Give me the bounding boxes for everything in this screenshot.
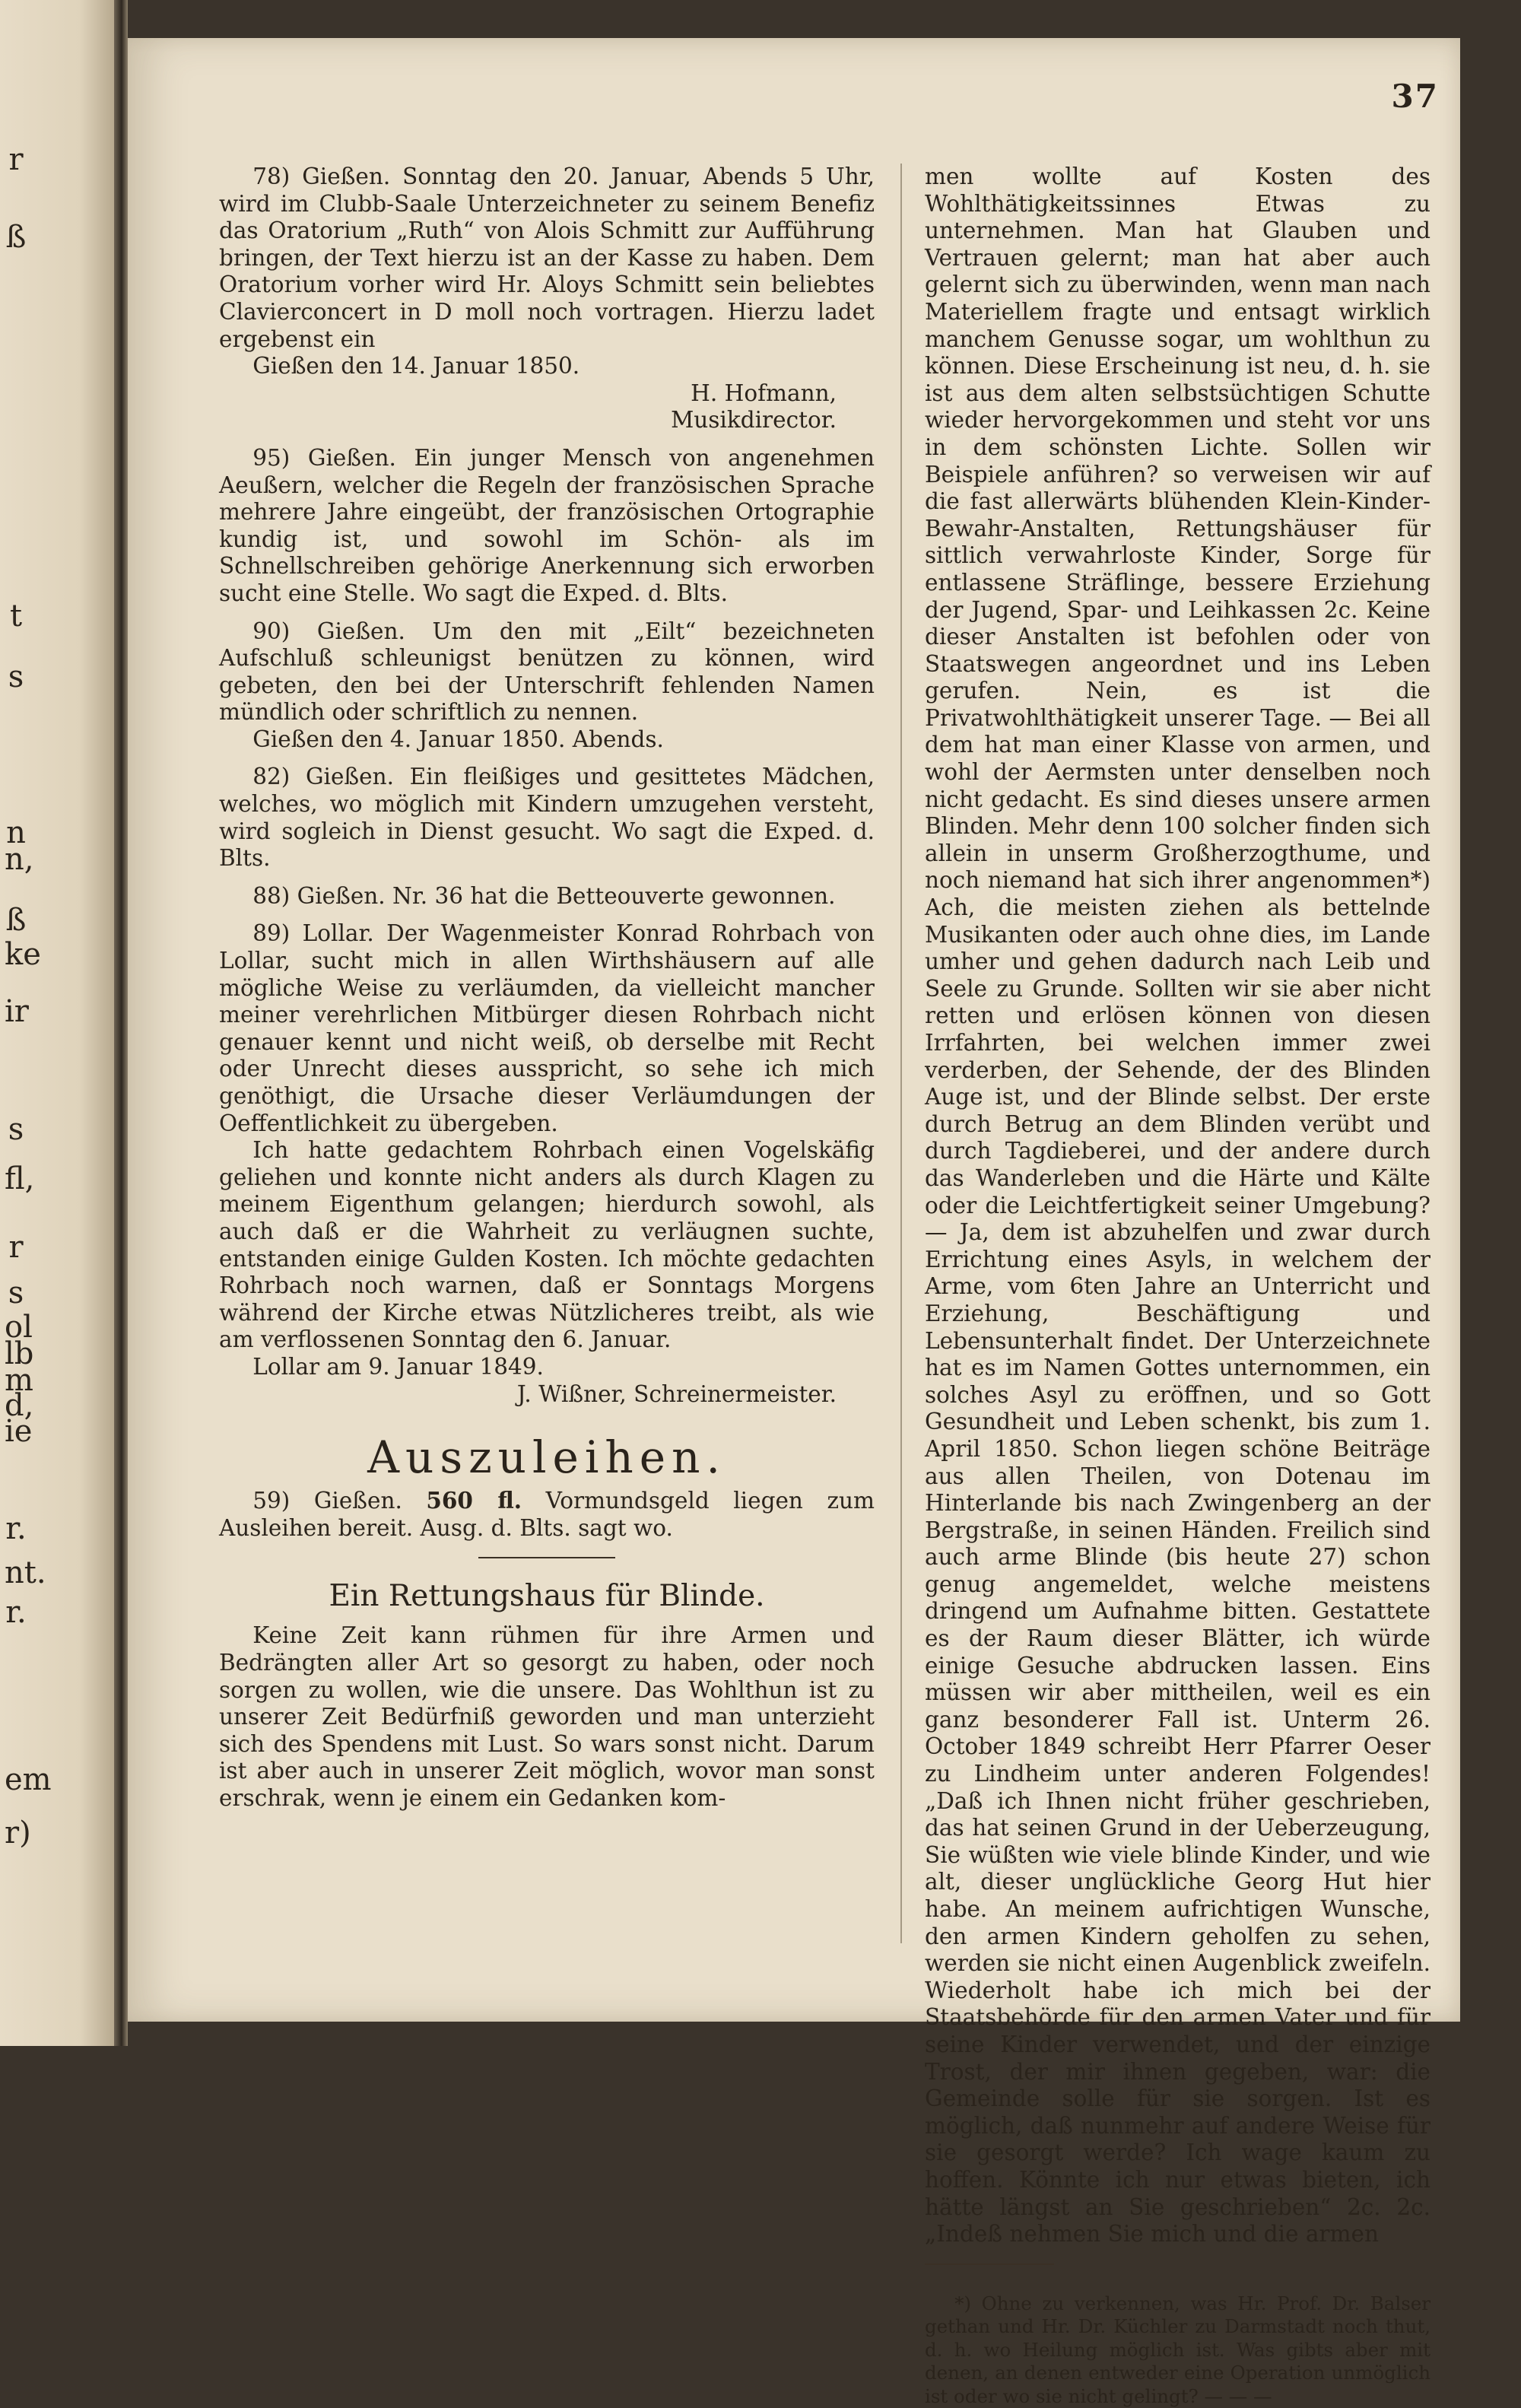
edge-fragment: em bbox=[5, 1762, 52, 1797]
page-number: 37 bbox=[1391, 78, 1439, 115]
newspaper-page bbox=[128, 38, 1460, 2407]
advertisement bbox=[219, 445, 875, 608]
edge-fragment: r bbox=[8, 142, 24, 177]
footnote bbox=[925, 2292, 1431, 2408]
edge-fragment: r. bbox=[5, 1595, 27, 1630]
loan-ad-body: Vormundsgeld liegen zum Ausleihen bereit. Ausg. d. Blts. sagt wo. bbox=[219, 1488, 875, 1541]
ad-text: 82) Gießen. Ein fleißiges und gesittetes Mädchen, welches, wo möglich mit Kindern umzugehen versteht, wird sogleich in Dienst gesucht. Wo sagt die Exped. d. Blts. bbox=[219, 764, 875, 872]
ad-text: 95) Gießen. Ein junger Mensch von angenehmen Aeußern, welcher die Regeln der französischen Sprache mehrere Jahre eingeübt, der französischen Ortographie kundig ist, und sowohl im Schön- als im Schnellschreiben gehörige Anerkennung sich erworben sucht eine Stelle. Wo sagt die Exped. d. Blts. bbox=[219, 444, 875, 606]
article-continued bbox=[925, 164, 1431, 2248]
edge-fragment: m bbox=[5, 1363, 33, 1398]
ad-text: Ich hatte gedachtem Rohrbach einen Vogelskäfig geliehen und konnte nicht anders als durch Klagen zu meinem Eigenthum gelangen; hierdurch sowohl, als auch daß er die Wahrheit zu verläugnen suchte, entstanden einige Gulden Kosten. Ich möchte gedachten Rohrbach noch warnen, daß er Sonntags Morgens während der Kirche etwas Nützlicheres treibt, als wie am verflossenen Sonntag den 6. Januar. bbox=[219, 1137, 875, 1353]
edge-fragment: r) bbox=[5, 1816, 31, 1850]
advertisement bbox=[219, 764, 875, 872]
edge-fragment: fl, bbox=[5, 1161, 35, 1196]
left-column bbox=[219, 164, 875, 1812]
edge-fragment: ß bbox=[5, 220, 27, 255]
ad-signature-title: Musikdirector. bbox=[671, 407, 837, 434]
ad-signature: H. Hofmann, bbox=[691, 380, 837, 406]
article-title: Ein Rettungshaus für Blinde. bbox=[329, 1579, 765, 1614]
separator-rule bbox=[478, 1557, 615, 1558]
advertisement bbox=[219, 920, 875, 1408]
ad-text: 78) Gießen. Sonntag den 20. Januar, Abends 5 Uhr, wird im Clubb-Saale Unterzeichneter zu seinem Benefiz das Oratorium „Ruth“ von Alois Schmitt zur Aufführung bringen, der Text hierzu ist an der Kasse zu haben. Dem Oratorium vorher wird Hr. Aloys Schmitt sein beliebtes Clavierconcert in D moll noch vortragen. Hierzu ladet ergebenst ein bbox=[219, 164, 875, 352]
footnote-text: *) Ohne zu verkennen, was Hr. Prof. Dr. Balser gethan und Hr. Dr. Küchler zu Darmstadt noch thut, d. h. wo Heilung möglich ist. Was gibts aber mit denen, an denen entweder eine Operation unmöglich ist oder wo sie nicht gelingt? — — — bbox=[925, 2292, 1431, 2407]
edge-fragment: s bbox=[8, 1275, 24, 1310]
edge-fragment: ß bbox=[5, 903, 27, 938]
previous-page-edge bbox=[0, 0, 114, 2046]
ad-date: Gießen den 14. Januar 1850. bbox=[252, 353, 580, 380]
ad-text: 90) Gießen. Um den mit „Eilt“ bezeichneten Aufschluß schleunigst benützen zu können, wird gebeten, den bei der Unterschrift fehlenden Namen mündlich oder schriftlich zu nennen. bbox=[219, 618, 875, 726]
ad-date: Gießen den 4. Januar 1850. Abends. bbox=[252, 726, 664, 752]
advertisement bbox=[219, 883, 875, 910]
edge-fragment: s bbox=[8, 659, 24, 694]
article-text: men wollte auf Kosten des Wohlthätigkeitssinnes Etwas zu unternehmen. Man hat Glauben und Vertrauen gelernt; man hat aber auch gelernt sich zu überwinden, wenn man nach Materiellem fragte und entsagt wirklich manchem Genusse sogar, um wohlthun zu können. Diese Erscheinung ist neu, d. h. sie ist aus dem alten selbstsüchtigen Schutte wieder hervorgekommen und steht vor uns in dem schönsten Lichte. Sollen wir Beispiele anführen? so verweisen wir auf die fast allerwärts blühenden Klein-Kinder-Bewahr-Anstalten, Rettungshäuser für sittlich verwahrloste Kinder, Sorge für entlassene Sträflinge, bessere Erziehung der Jugend, Spar- und Leihkassen 2c. Keine dieser Anstalten ist befohlen oder von Staatswegen angeordnet und ins Leben gerufen. Nein, es ist die Privatwohlthätigkeit unserer Tage. — Bei all dem hat man einer Klasse von armen, und wohl der Aermsten unter denselben noch nicht gedacht. Es sind dieses unsere armen Blinden. Mehr denn 100 solcher finden sich allein in unserm Großherzogthume, und noch niemand hat sich ihrer angenommen*) Ach, die meisten ziehen als bettelnde Musikanten oder auch ohne dies, im Lande umher und gehen dadurch nach Leib und Seele zu Grunde. Sollten wir sie aber nicht retten und erlösen können von diesen Irrfahrten, bei welchen immer zwei verderben, der Sehende, der des Blinden Auge ist, und der Blinde selbst. Der erste durch Betrug an dem Blinden verübt und durch Tagdieberei, und der andere durch das Wanderleben und die Härte und Kälte oder die Leichtfertigkeit seiner Umgebung? — Ja, dem ist abzuhelfen und zwar durch Errichtung eines Asyls, in welchem der Arme, vom 6ten Jahre an Unterricht und Erziehung, Beschäftigung und Lebensunterhalt findet. Der Unterzeichnete hat es im Namen Gottes unternommen, ein solches Asyl zu eröffnen, und so Gott Gesundheit und Leben schenkt, bis zum 1. April 1850. Schon liegen schöne Beiträge aus allen Theilen, von Dotenau im Hinterlande bis nach Zwingenberg an der Bergstraße, in seinen Händen. Freilich sind auch arme Blinde (bis heute 27) schon genug angemeldet, welche meistens dringend um Aufnahme bitten. Gestattete es der Raum dieser Blätter, ich würde einige Gesuche abdrucken lassen. Eins müssen wir aber mittheilen, weil es ein ganz besonderer Fall ist. Unterm 26. October 1849 schreibt Herr Pfarrer Oeser zu Lindheim unter anderen Folgendes! „Daß ich Ihnen nicht früher geschrieben, das hat seinen Grund in der Ueberzeugung, Sie wüßten wie viele blinde Kinder, und wie alt, dieser unglückliche Georg Hut hier habe. An meinem aufrichtigen Wunsche, den armen Kindern geholfen zu sehen, werden sie nicht einen Augenblick zweifeln. Wiederholt habe ich mich bei der Staatsbehörde für den armen Vater und für seine Kinder verwendet, und der einzige Trost, der mir ihnen gegeben, war: die Gemeinde solle für sie sorgen. Ist es möglich, daß nunmehr auf andere Weise für sie gesorgt werde? Ich wage kaum zu hoffen. Könnte ich nur etwas bieten, ich hätte längst an Sie geschrieben“ 2c. 2c. „Indeß nehmen Sie mich und die armen bbox=[925, 164, 1431, 2248]
loan-advertisement bbox=[219, 1487, 875, 1542]
edge-fragment: lb bbox=[5, 1336, 34, 1371]
edge-fragment: t bbox=[9, 599, 23, 634]
edge-fragment: nt. bbox=[5, 1555, 46, 1590]
edge-fragment: ke bbox=[5, 937, 41, 972]
advertisement bbox=[219, 164, 875, 434]
edge-fragment: ir bbox=[5, 994, 29, 1029]
ad-date: Lollar am 9. Januar 1849. bbox=[252, 1353, 544, 1380]
ad-text: 88) Gießen. Nr. 36 hat die Betteouverte gewonnen. bbox=[252, 882, 836, 909]
edge-fragment: n bbox=[6, 815, 26, 850]
advertisement bbox=[219, 618, 875, 754]
edge-fragment: r. bbox=[5, 1511, 27, 1546]
edge-fragment: s bbox=[8, 1112, 24, 1147]
edge-fragment: n, bbox=[5, 842, 34, 877]
footnote-rule bbox=[925, 2263, 1054, 2265]
book-spine bbox=[114, 0, 128, 2046]
article bbox=[219, 1622, 875, 1812]
edge-fragment: ol bbox=[5, 1310, 33, 1345]
edge-fragment: ie bbox=[5, 1414, 33, 1449]
loan-ad-prefix: 59) Gießen. bbox=[252, 1488, 402, 1514]
ad-signature: J. Wißner, Schreinermeister. bbox=[516, 1380, 837, 1407]
column-divider bbox=[900, 164, 902, 1943]
section-heading: Auszuleihen. bbox=[367, 1431, 726, 1484]
edge-fragment: r bbox=[8, 1230, 24, 1265]
loan-amount: 560 fl. bbox=[426, 1487, 522, 1514]
right-column bbox=[925, 164, 1431, 2408]
edge-fragment: d, bbox=[5, 1388, 34, 1423]
ad-text: 89) Lollar. Der Wagenmeister Konrad Rohrbach von Lollar, sucht mich in allen Wirthshäusern auf alle mögliche Weise zu verläumden, da vielleicht mancher meiner verehrlichen Mitbürger diesen Rohrbach nicht genauer kennt und nicht weiß, ob derselbe mit Recht oder Unrecht dieses ausspricht, so sehe ich mich genöthigt, die Ursache dieser Verläumdungen der Oeffentlichkeit zu übergeben. bbox=[219, 920, 875, 1136]
article-text: Keine Zeit kann rühmen für ihre Armen und Bedrängten aller Art so gesorgt zu haben, oder noch sorgen zu wollen, wie die unsere. Das Wohlthun ist zu unserer Zeit Bedürfniß geworden und man unterzieht sich des Spendens mit Lust. So wars sonst nicht. Darum ist aber auch in unserer Zeit möglich, wovor man sonst erschrak, wenn je einem ein Gedanken kom- bbox=[219, 1622, 875, 1811]
loan-ad-text bbox=[219, 1487, 875, 1542]
